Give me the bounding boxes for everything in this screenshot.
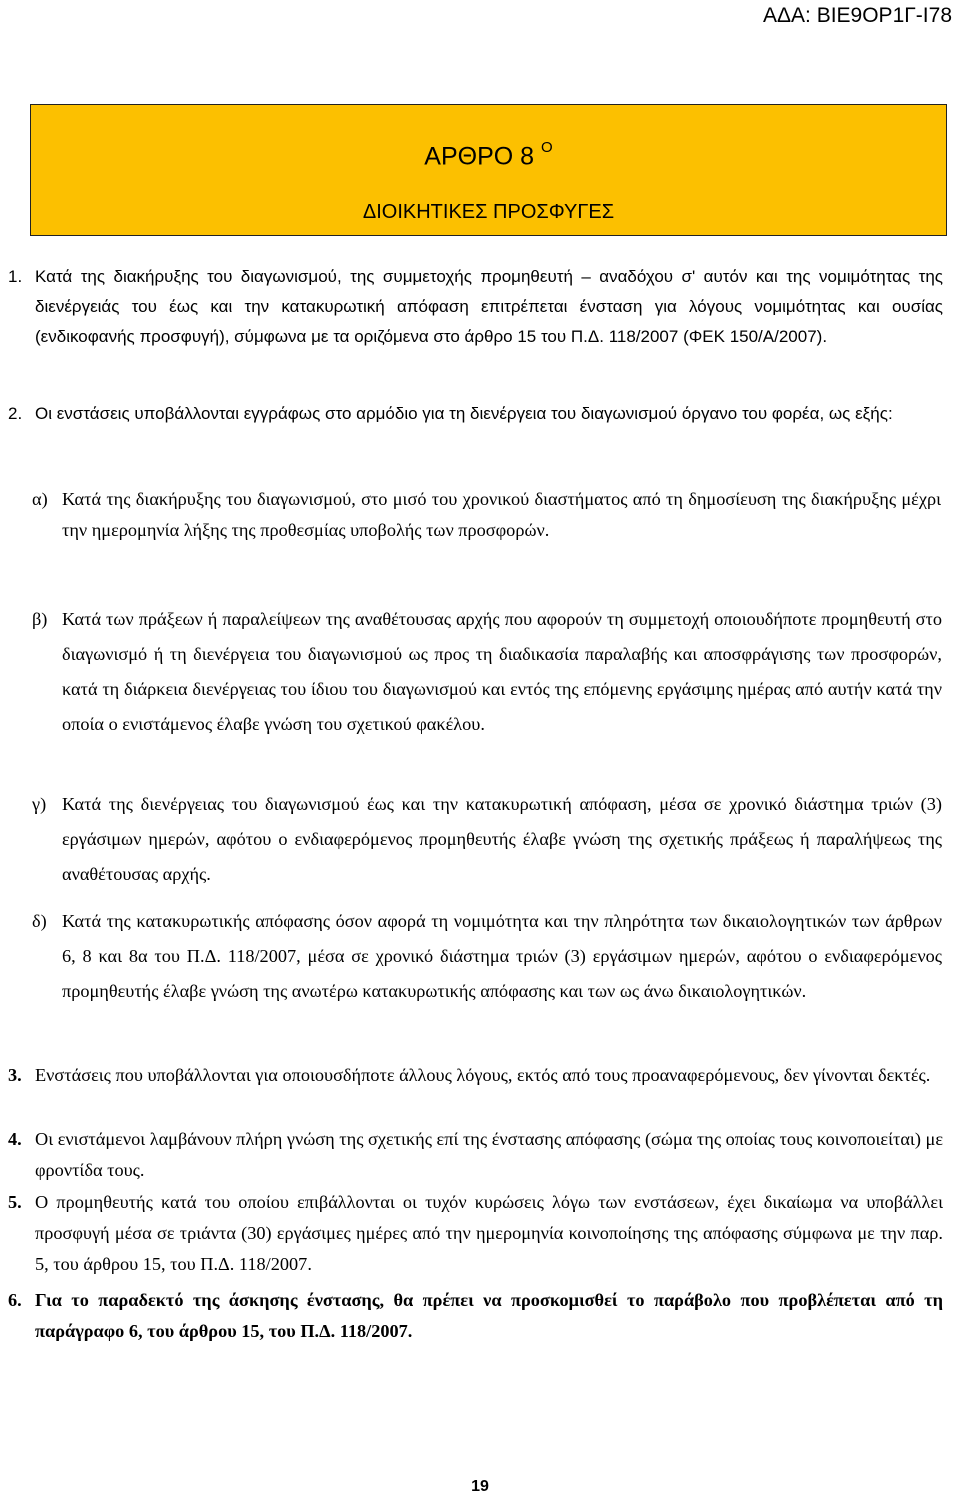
article-title: ΑΡΘΡΟ 8 $^O$: [424, 139, 553, 171]
paragraph-4-text: Οι ενιστάμενοι λαμβάνουν πλήρη γνώση της σχετικής επί της ένστασης απόφασης (σώμα της οποίας τους κοινοποιείται) με φροντίδα τους.: [35, 1129, 943, 1180]
page-number: 19: [471, 1478, 489, 1495]
subparagraph-b-label: β): [32, 609, 48, 629]
paragraph-5-number: 5.: [8, 1192, 22, 1212]
paragraph-3-text: Ενστάσεις που υποβάλλονται για οποιουσδήποτε άλλους λόγους, εκτός από τους προαναφερόμενους, δεν γίνονται δεκτές.: [35, 1065, 931, 1085]
paragraph-6-number: 6.: [8, 1290, 22, 1310]
paragraph-1-text: Κατά της διακήρυξης του διαγωνισμού, της συμμετοχής προμηθευτή – αναδόχου σ' αυτόν και της νομιμότητας της διενέργειάς του έως και την κατακυρωτική απόφαση επιτρέπεται ένσταση για λόγους νομιμότητας και ουσίας (ενδικοφανής προσφυγή), σύμφωνα με τα οριζόμενα στο άρθρο 15 του Π.Δ. 118/2007 (ΦΕΚ 150/Α/2007).: [35, 267, 943, 346]
article-subtitle: ΔΙΟΙΚΗΤΙΚΕΣ ΠΡΟΣΦΥΓΕΣ: [362, 201, 615, 223]
paragraph-2-text: Οι ενστάσεις υποβάλλονται εγγράφως στο αρμόδιο για τη διενέργεια του διαγωνισμού όργανο του φορέα, ως εξής:: [35, 404, 893, 423]
paragraph-5-text: Ο προμηθευτής κατά του οποίου επιβάλλονται οι τυχόν κυρώσεις λόγω των ενστάσεων, έχει δικαίωμα να υποβάλλει προσφυγή μέσα σε τριάντα (30) εργάσιμες ημέρες από την ημερομηνία κοινοποίησης της απόφασης σύμφωνα με την παρ. 5, του άρθρου 15, του Π.Δ. 118/2007.: [35, 1192, 943, 1274]
ada-code: ΑΔΑ: ΒΙΕ9ΟΡ1Γ-Ι78: [762, 4, 952, 27]
paragraph-2: [8, 399, 943, 429]
paragraph-1-number: 1.: [8, 267, 23, 286]
paragraph-2-number: 2.: [8, 404, 23, 423]
article-heading-box: [30, 104, 947, 236]
subparagraph-c-label: γ): [32, 794, 47, 814]
subparagraph-a: [32, 484, 941, 546]
paragraph-6-text: Για το παραδεκτό της άσκησης ένστασης, θα πρέπει να προσκομισθεί το παράβολο που προβλέπεται από τη παράγραφο 6, του άρθρου 15, του Π.Δ. 118/2007.: [35, 1290, 943, 1341]
subparagraph-d: [32, 904, 942, 1009]
paragraph-5: [8, 1187, 943, 1280]
paragraph-4: [8, 1124, 943, 1186]
subparagraph-b-text: Κατά των πράξεων ή παραλείψεων της αναθέτουσας αρχής που αφορούν τη συμμετοχή οποιουδήποτε προμηθευτή στο διαγωνισμό ή τη διενέργεια του διαγωνισμού ως προς τη διαδικασία παραλαβής και αποσφράγισης των προσφορών, κατά τη διάρκεια διενέργειας του ίδιου του διαγωνισμού και εντός της επόμενης εργάσιμης ημέρας από αυτήν κατά την οποία ο ενιστάμενος έλαβε γνώση του σχετικού φακέλου.: [62, 609, 942, 734]
paragraph-4-number: 4.: [8, 1129, 22, 1149]
subparagraph-d-label: δ): [32, 911, 47, 931]
paragraph-3: [8, 1060, 943, 1091]
subparagraph-a-text: Κατά της διακήρυξης του διαγωνισμού, στο μισό του χρονικού διαστήματος από τη δημοσίευση της διακήρυξης μέχρι την ημερομηνία λήξης της προθεσμίας υποβολής των προσφορών.: [62, 489, 941, 540]
subparagraph-a-label: α): [32, 489, 48, 509]
subparagraph-b: [32, 602, 942, 742]
subparagraph-c: [32, 787, 942, 892]
paragraph-1: [8, 262, 943, 352]
subparagraph-c-text: Κατά της διενέργειας του διαγωνισμού έως και την κατακυρωτική απόφαση, μέσα σε χρονικό διάστημα τριών (3) εργάσιμων ημερών, αφότου ο ενδιαφερόμενος προμηθευτής έλαβε γνώση της σχετικής πράξεως ή παραλήψεως της αναθέτουσας αρχής.: [62, 794, 942, 884]
paragraph-6: [8, 1285, 943, 1347]
paragraph-3-number: 3.: [8, 1065, 22, 1085]
subparagraph-d-text: Κατά της κατακυρωτικής απόφασης όσον αφορά τη νομιμότητα και την πληρότητα των δικαιολογητικών των άρθρων 6, 8 και 8α του Π.Δ. 118/2007, μέσα σε χρονικό διάστημα τριών (3) εργάσιμων ημερών, αφότου ο ενδιαφερόμενος προμηθευτής έλαβε γνώση της ανωτέρω κατακυρωτικής απόφασης και των ως άνω δικαιολογητικών.: [62, 911, 942, 1001]
